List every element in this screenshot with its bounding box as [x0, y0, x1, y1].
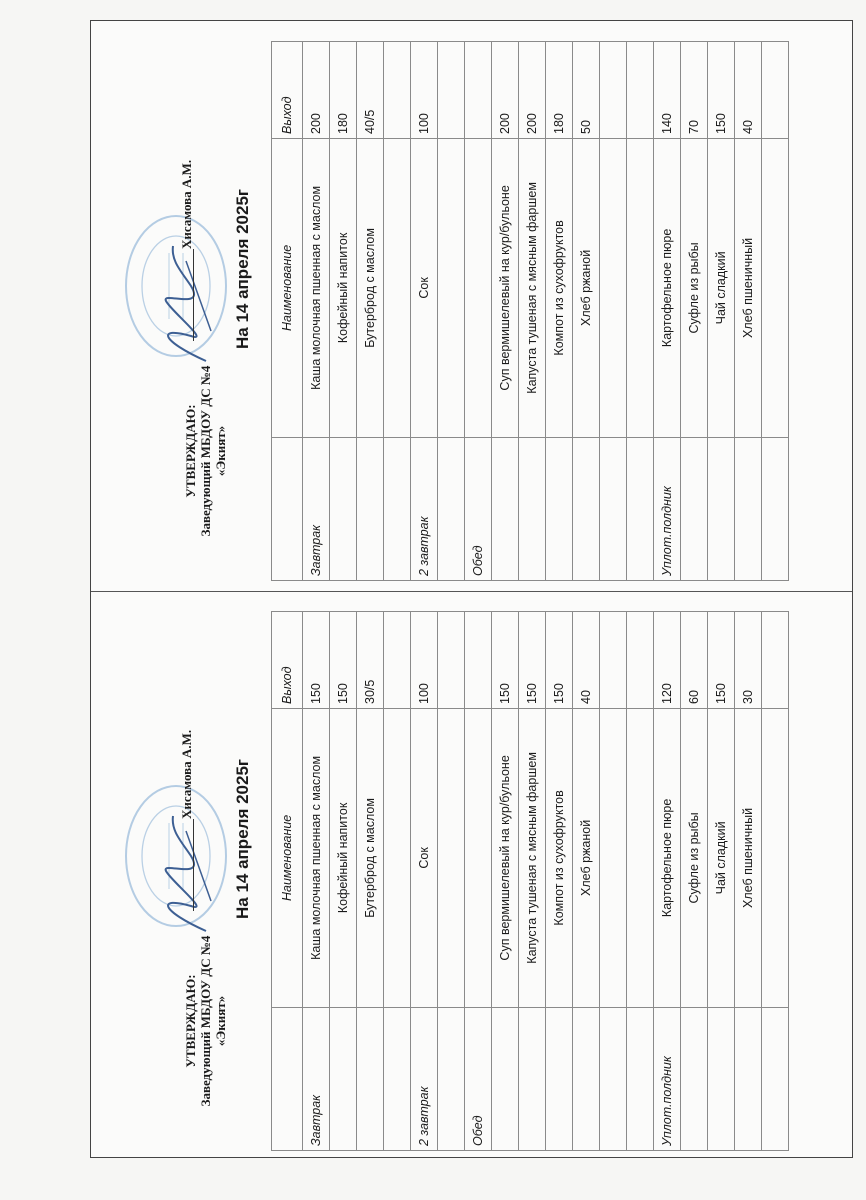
- output-cell: 150: [492, 612, 519, 709]
- dish-cell: Чай сладкий: [708, 708, 735, 1007]
- dish-cell: Хлеб ржаной: [573, 708, 600, 1007]
- dish-cell: Чай сладкий: [708, 138, 735, 437]
- output-cell: 180: [546, 42, 573, 139]
- menu-date: На 14 апреля 2025г: [233, 759, 252, 919]
- dish-cell: [600, 138, 627, 437]
- dish-cell: Каша молочная пшенная с маслом: [303, 138, 330, 437]
- dish-cell: Хлеб ржаной: [573, 138, 600, 437]
- col-meal: [272, 437, 303, 580]
- table-row: [573, 612, 600, 1151]
- dish-cell: Суп вермишелевый на кур/бульоне: [492, 708, 519, 1007]
- output-cell: 200: [519, 42, 546, 139]
- col-output: Выход: [272, 42, 303, 139]
- col-name: Наименование: [272, 708, 303, 1007]
- document-sheet: [90, 20, 853, 1158]
- dish-cell: Хлеб пшеничный: [735, 138, 762, 437]
- approval-header: [101, 41, 271, 581]
- table-row: [681, 612, 708, 1151]
- meal-cell: [708, 1007, 735, 1150]
- table-row: [546, 42, 573, 581]
- dish-cell: Суп вермишелевый на кур/бульоне: [492, 138, 519, 437]
- table-row: [627, 612, 654, 1151]
- dish-cell: Капуста тушеная с мясным фаршем: [519, 708, 546, 1007]
- table-row: [681, 42, 708, 581]
- meal-cell: Обед: [465, 1007, 492, 1150]
- output-cell: 100: [411, 612, 438, 709]
- menu-panel-bottom: [101, 611, 841, 1151]
- table-row: [330, 612, 357, 1151]
- dish-cell: [465, 708, 492, 1007]
- dish-cell: Каша молочная пшенная с маслом: [303, 708, 330, 1007]
- dish-cell: [762, 138, 789, 437]
- output-cell: 150: [303, 612, 330, 709]
- org-label: «Экият»: [213, 995, 228, 1047]
- output-cell: [762, 612, 789, 709]
- output-cell: [438, 612, 465, 709]
- org-label: «Экият»: [213, 425, 228, 477]
- table-row: [735, 612, 762, 1151]
- meal-cell: [600, 1007, 627, 1150]
- output-cell: 100: [411, 42, 438, 139]
- output-cell: 150: [708, 612, 735, 709]
- table-row: [492, 612, 519, 1151]
- table-row: [762, 612, 789, 1151]
- signature-line: [193, 819, 194, 911]
- meal-cell: [357, 1007, 384, 1150]
- dish-cell: Кофейный напиток: [330, 708, 357, 1007]
- approve-label: УТВЕРЖДАЮ:: [183, 974, 198, 1068]
- meal-cell: [438, 437, 465, 580]
- output-cell: [384, 42, 411, 139]
- menu-table: [271, 611, 789, 1151]
- output-cell: [627, 612, 654, 709]
- dish-cell: Сок: [411, 138, 438, 437]
- dish-cell: Бутерброд с маслом: [357, 708, 384, 1007]
- output-cell: 150: [519, 612, 546, 709]
- signature-line: [193, 249, 194, 341]
- meal-cell: [681, 437, 708, 580]
- col-name: Наименование: [272, 138, 303, 437]
- dish-cell: [384, 138, 411, 437]
- meal-cell: [384, 437, 411, 580]
- table-row: [357, 612, 384, 1151]
- table-row: [519, 42, 546, 581]
- position-label: Заведующий МБДОУ ДС №4: [198, 365, 213, 537]
- position-label: Заведующий МБДОУ ДС №4: [198, 935, 213, 1107]
- output-cell: 150: [330, 612, 357, 709]
- output-cell: 30: [735, 612, 762, 709]
- table-row: [546, 612, 573, 1151]
- output-cell: [627, 42, 654, 139]
- menu-panel-top: [101, 41, 841, 581]
- output-cell: 140: [654, 42, 681, 139]
- approval-block: [183, 341, 228, 561]
- meal-cell: [762, 1007, 789, 1150]
- dish-cell: Кофейный напиток: [330, 138, 357, 437]
- dish-cell: [627, 708, 654, 1007]
- output-cell: [465, 42, 492, 139]
- table-row: [465, 612, 492, 1151]
- output-cell: [438, 42, 465, 139]
- output-cell: 40/5: [357, 42, 384, 139]
- table-row: [762, 42, 789, 581]
- output-cell: [465, 612, 492, 709]
- table-row: [303, 42, 330, 581]
- meal-cell: [546, 437, 573, 580]
- meal-cell: [330, 1007, 357, 1150]
- dish-cell: Картофельное пюре: [654, 138, 681, 437]
- meal-cell: [627, 437, 654, 580]
- table-row: [465, 42, 492, 581]
- output-cell: 50: [573, 42, 600, 139]
- dish-cell: [600, 708, 627, 1007]
- output-cell: [762, 42, 789, 139]
- output-cell: 40: [735, 42, 762, 139]
- approval-block: [183, 911, 228, 1131]
- table-row: [384, 42, 411, 581]
- meal-cell: [492, 437, 519, 580]
- dish-cell: [627, 138, 654, 437]
- table-row: [519, 612, 546, 1151]
- table-row: [600, 612, 627, 1151]
- dish-cell: [762, 708, 789, 1007]
- table-header-row: [272, 42, 303, 581]
- menu-date: На 14 апреля 2025г: [233, 189, 252, 349]
- meal-cell: [519, 437, 546, 580]
- meal-cell: [492, 1007, 519, 1150]
- output-cell: 180: [330, 42, 357, 139]
- meal-cell: [600, 437, 627, 580]
- table-row: [573, 42, 600, 581]
- table-row: [492, 42, 519, 581]
- meal-cell: [546, 1007, 573, 1150]
- dish-cell: Компот из сухофруктов: [546, 708, 573, 1007]
- output-cell: 60: [681, 612, 708, 709]
- output-cell: 30/5: [357, 612, 384, 709]
- dish-cell: Суфле из рыбы: [681, 708, 708, 1007]
- meal-cell: [762, 437, 789, 580]
- meal-cell: [627, 1007, 654, 1150]
- output-cell: 150: [708, 42, 735, 139]
- meal-cell: 2 завтрак: [411, 437, 438, 580]
- dish-cell: [384, 708, 411, 1007]
- output-cell: 200: [492, 42, 519, 139]
- meal-cell: [519, 1007, 546, 1150]
- dish-cell: [438, 708, 465, 1007]
- meal-cell: [573, 437, 600, 580]
- dish-cell: Бутерброд с маслом: [357, 138, 384, 437]
- table-row: [330, 42, 357, 581]
- meal-cell: Завтрак: [303, 1007, 330, 1150]
- table-row: [735, 42, 762, 581]
- output-cell: 200: [303, 42, 330, 139]
- table-row: [654, 612, 681, 1151]
- table-row: [600, 42, 627, 581]
- output-cell: 70: [681, 42, 708, 139]
- output-cell: [600, 612, 627, 709]
- output-cell: 120: [654, 612, 681, 709]
- approve-label: УТВЕРЖДАЮ:: [183, 404, 198, 498]
- table-row: [411, 42, 438, 581]
- table-row: [384, 612, 411, 1151]
- output-cell: [384, 612, 411, 709]
- dish-cell: Суфле из рыбы: [681, 138, 708, 437]
- meal-cell: Обед: [465, 437, 492, 580]
- table-row: [303, 612, 330, 1151]
- table-row: [708, 42, 735, 581]
- dish-cell: Капуста тушеная с мясным фаршем: [519, 138, 546, 437]
- output-cell: [600, 42, 627, 139]
- head-name: Хисамова А.М.: [179, 729, 194, 819]
- table-header-row: [272, 612, 303, 1151]
- output-cell: 40: [573, 612, 600, 709]
- table-row: [438, 42, 465, 581]
- meal-cell: Уплот.полдник: [654, 437, 681, 580]
- output-cell: 150: [546, 612, 573, 709]
- meal-cell: [708, 437, 735, 580]
- dish-cell: Компот из сухофруктов: [546, 138, 573, 437]
- meal-cell: Завтрак: [303, 437, 330, 580]
- dish-cell: Картофельное пюре: [654, 708, 681, 1007]
- menu-table: [271, 41, 789, 581]
- col-output: Выход: [272, 612, 303, 709]
- table-row: [357, 42, 384, 581]
- head-name: Хисамова А.М.: [179, 159, 194, 249]
- approval-header: [101, 611, 271, 1151]
- meal-cell: [330, 437, 357, 580]
- table-row: [411, 612, 438, 1151]
- dish-cell: [465, 138, 492, 437]
- meal-cell: [573, 1007, 600, 1150]
- table-row: [627, 42, 654, 581]
- dish-cell: [438, 138, 465, 437]
- col-meal: [272, 1007, 303, 1150]
- meal-cell: [681, 1007, 708, 1150]
- table-row: [708, 612, 735, 1151]
- meal-cell: [384, 1007, 411, 1150]
- dish-cell: Хлеб пшеничный: [735, 708, 762, 1007]
- meal-cell: Уплот.полдник: [654, 1007, 681, 1150]
- meal-cell: [438, 1007, 465, 1150]
- table-row: [654, 42, 681, 581]
- meal-cell: [357, 437, 384, 580]
- panel-divider: [91, 591, 852, 592]
- meal-cell: 2 завтрак: [411, 1007, 438, 1150]
- dish-cell: Сок: [411, 708, 438, 1007]
- table-row: [438, 612, 465, 1151]
- meal-cell: [735, 437, 762, 580]
- meal-cell: [735, 1007, 762, 1150]
